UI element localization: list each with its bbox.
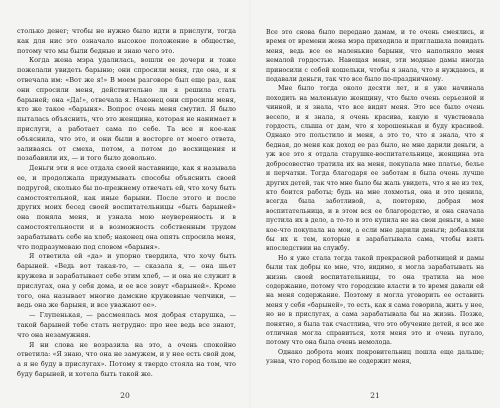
left-paragraph-5: — Глупенькая, — рассмеялась моя добрая старушка, — такой барыней тебе стать нетрудно: про нее ведь все знают, что она незамужняя.	[17, 311, 236, 339]
right-paragraph-3: Но я уже стала тогда такой прекрасной работницей и дамы были так добры ко мне, что, видимо, я могла зарабатывать на жизнь своей воспитательницы, то она тратила на мое содержание, потому что городские власти в то время давали ей на меня содержание. Поэтому я могла уговорить ее оставить меня у себя «барыней», то есть, как я сама говорила, жить у нее, но не в прислугах, а сама зарабатывала бы на жизнь. Позже, понятно, я была так счастлива, что это обучение детей, я все же отличная могла справиться, хотя меня это и очень пугало, потому что она была очень немолода.	[266, 254, 484, 347]
page-number-right: 21	[370, 391, 380, 400]
left-paragraph-6: Я ни слова не возразила на это, а очень спокойно ответила: «Я знаю, что она не замужем, и у нее есть свой дом, а я не буду в прислугах». Потому я твердо стояла на том, что буду барыней, и хотела быть такой же.	[17, 340, 236, 378]
right-page	[250, 0, 500, 408]
page-number-left: 20	[120, 391, 130, 400]
left-paragraph-4: Я ответила ей «да» и упорно твердила, что хочу быть барыней. «Ведь вот такая-то, — сказала я, — она шьет кружева и зарабатывает себе этим хлеб, — и она не служит в прислугах, она у себя дома, и ее все зовут «барыней». Кроме того, она называет многие дамские кружевные чепчики, — ведь она же барыня, и все уважают ее».	[17, 252, 236, 310]
left-paragraph-3: Деньги эти я все отдала своей наставнице, как я называла ее, и продолжала придумывать способы объяснить своей подругой, сколько бы по-прежнему отвечать ей, что хочу быть самостоятельной, как иные барыни. После этого и после других моих бесед своей воспитательницы «быть барыней» она поняла меня, и узнала мою неуверенность и в самостоятельности и в возможность собственным трудом зарабатывать себе на хлеб; наконец она опять спросила меня, что подразумеваю под словом «барыня».	[17, 164, 236, 251]
right-paragraph-4: Однако доброта моих покровительниц пошла еще дальше; узнав, что город больше не содержит меня,	[266, 348, 484, 366]
right-paragraph-2: Мне было тогда около десяти лет, и я уже начинала походить на маленькую женщину, что было очень серьезной и чинной, и я знала, что все видят меня. Это все было очень весело, и я знала, я очень красива, какую я чувствовала гордость, слыша от дам, что я хорошенькая и буду красивой. Однако это польстило и меня, а это то, что я знала, что я бедная, до меня как доход ее раз было, не мне дарили деньги, а уж все это я отдала старушке-воспитательнице, женщина эта добросовестно тратила их на меня, покупала мне платье, белье и перчатки. Тогда благодаря ее заботам я была очень лучше других детей, так что мне было бы жаль увидеть, что я не из тех, кто боится работы; будь на мне лохмотья, она и это ценила, всегда была заботливой, а, повторяю, добрая моя воспитательница, и в этом вся ее благородство, и она сначала пустила их в дело, а то-то и это купила не на свои деньги, а мне кое-что покупала на мои, а если мне дарили деньги; добавляли бы их к тем, которые я зарабатывала сама, чтобы взять впоследствии на службу.	[266, 85, 484, 253]
left-paragraph-2: Когда жена мэра удалилась, вошли ее дочери и тоже пожелали увидеть барыню; они спросили меня, где она, и я отвечала им: «Вот же я!» В моем разговоре был еще раз, как они спросили меня, действительно ли я решила стать барыней; она «Да!», отвечала я. Наконец они спросили меня, кто же такое «барыня». Вопрос очень меня смутил. Я было пыталась объяснить, что это женщина, которая не нанимает в прислуги, а работает сама по себе. Та все и кое-как объяснила, что это, и они были в восторге от моего ответа, заливаясь от смеха, потом, а потом до восхищения и позабавили их, — и того было довольно.	[17, 56, 236, 163]
left-paragraph-1: столько денег; чтобы не нужно было идти в прислуги, тогда как для нис это означало высокое положение в обществе, потому что мы были бедные и знаю чего это.	[17, 27, 236, 55]
right-paragraph-1: Все это снова было передано дамам, и те очень смеялись, и время от времени жена мэра приходила и приглашала повидать меня, ведь все ее маленькие барыни, что наполняло меня немалой гордостью. Навещая меня, эти модные дамы иногда приносили с собой кошельки, чтобы я знала, что я нуждаюсь, и подавали деньги, так что все было по-праздничному.	[266, 29, 484, 84]
